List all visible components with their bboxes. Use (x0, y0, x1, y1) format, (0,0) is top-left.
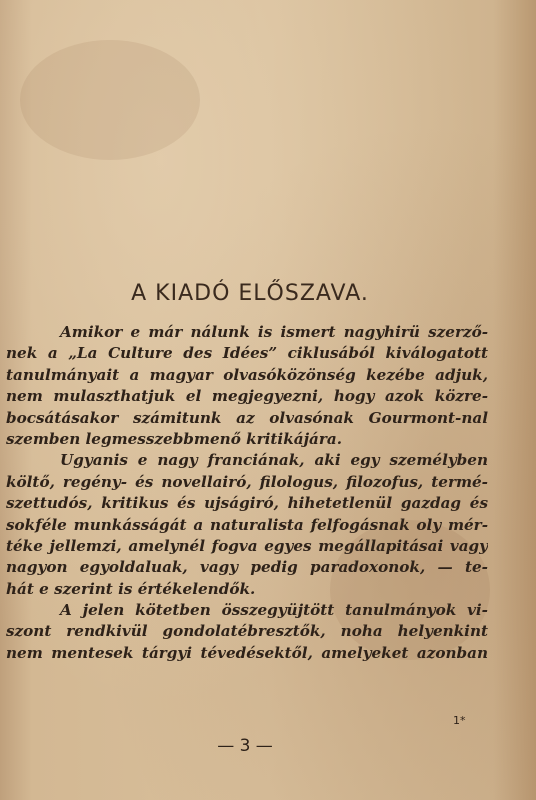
text-line: szemben legmesszebbmenő kritikájára. (6, 429, 343, 448)
text-line: tanulmányait a magyar olvasóközönség kezébe adjuk, (6, 365, 488, 384)
text-line: szont rendkivül gondolatébresztők, noha helyenkint (6, 622, 488, 641)
text-line: nem mentesek tárgyi tévedésektől, amelyeket azonban (6, 643, 488, 662)
text-line: A jelen kötetben összegyüjtött tanulmányok vi- (60, 601, 488, 620)
text-line: hát e szerint is értékelendők. (6, 579, 256, 598)
text-line: Amikor e már nálunk is ismert nagyhirü szerző- (60, 323, 488, 341)
preface-body (0, 322, 488, 664)
signature-mark: 1* (453, 714, 466, 727)
text-line: nem mulaszthatjuk el megjegyezni, hogy azok közre- (6, 387, 488, 406)
text-line: bocsátásakor számitunk az olvasónak Gourmont-nal (6, 408, 488, 427)
text-line: Ugyanis e nagy franciának, aki egy személyben (60, 451, 488, 470)
text-line: téke jellemzi, amelynél fogva egyes megállapitásai vagy (6, 536, 488, 555)
paper-stain (20, 40, 200, 160)
text-line: sokféle munkásságát a naturalista felfogásnak oly mér- (6, 515, 488, 534)
text-line: költő, regény- és novellairó, filologus, filozofus, termé- (6, 472, 488, 491)
preface-heading: A KIADÓ ELŐSZAVA. (131, 281, 369, 306)
text-line: nagyon egyoldaluak, vagy pedig paradoxonok, — te- (6, 558, 488, 577)
page-number: — 3 — (217, 736, 273, 756)
text-line: szettudós, kritikus és ujságiró, hihetetlenül gazdag és (6, 494, 488, 513)
text-line: nek a „La Culture des Idées” ciklusából kiválogatott (6, 344, 488, 363)
